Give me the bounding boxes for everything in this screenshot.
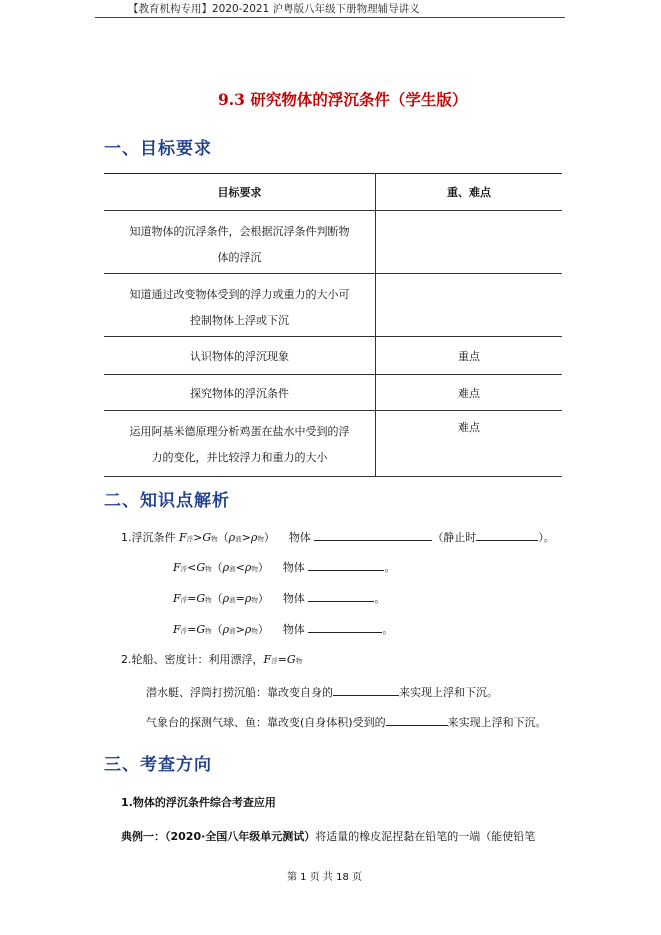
table-cell-goal <box>104 411 376 477</box>
symbol-density: ρ <box>228 531 236 544</box>
symbol-force: F <box>263 653 272 666</box>
table-row <box>104 375 562 411</box>
symbol-density: ρ <box>222 623 230 636</box>
period: 。 <box>384 561 396 574</box>
answer-blank[interactable] <box>476 528 538 541</box>
goal-line: 知道物体的沉浮条件，会根据沉浮条件判断物 <box>129 225 350 238</box>
goals-table <box>104 173 562 477</box>
table-row <box>104 211 562 274</box>
section-heading-exam: 三、考查方向 <box>104 755 212 775</box>
static-close: ）。 <box>538 531 555 544</box>
symbol-density: ρ <box>244 592 252 605</box>
goal-line: 知道通过改变物体受到的浮力或重力的大小可 <box>129 288 350 301</box>
example-one-line <box>121 828 535 844</box>
submarine-line <box>146 683 498 700</box>
object-word: 物体 <box>282 623 305 636</box>
symbol-weight: G <box>196 592 206 605</box>
symbol-density: ρ <box>250 531 258 544</box>
submarine-text: 潜水艇、浮筒打捞沉船：靠改变自身的 <box>146 686 333 699</box>
symbol-density: ρ <box>222 592 230 605</box>
subscript: 物 <box>257 535 264 543</box>
item-label: 1.浮沉条件 <box>121 531 176 544</box>
table-cell-goal <box>104 337 376 375</box>
symbol-density: ρ <box>222 561 230 574</box>
floating-condition-line-3: F浮=G物（ρ液=ρ物） 物体 。 <box>173 589 385 606</box>
table-cell-goal <box>104 274 376 337</box>
table-row <box>104 411 562 477</box>
period: 。 <box>382 623 394 636</box>
table-header-level: 重、难点 <box>376 174 563 211</box>
goal-line: 体的浮沉 <box>217 251 262 264</box>
answer-blank[interactable] <box>386 713 448 726</box>
operator: < <box>187 561 197 574</box>
static-open: （静止时 <box>432 531 477 544</box>
answer-blank[interactable] <box>314 528 432 541</box>
operator: > <box>235 623 245 636</box>
subscript: 物 <box>211 535 218 543</box>
subscript: 液 <box>229 627 236 635</box>
balloon-line <box>146 713 547 730</box>
section-heading-goals: 一、目标要求 <box>104 139 212 159</box>
example-label: 典例一： <box>121 830 165 843</box>
page-header: 【教育机构专用】2020-2021 沪粤版八年级下册物理辅导讲义 <box>128 3 420 15</box>
subscript: 液 <box>229 596 236 604</box>
example-source: （2020·全国八年级单元测试） <box>165 830 316 843</box>
subscript: 物 <box>295 657 303 665</box>
symbol-weight: G <box>196 561 206 574</box>
table-cell-level <box>376 274 563 337</box>
operator: = <box>187 592 197 605</box>
table-cell-level <box>376 211 563 274</box>
table-header-row <box>104 174 562 211</box>
goal-line: 运用阿基米德原理分析鸡蛋在盐水中受到的浮 <box>129 425 350 438</box>
operator: = <box>277 653 287 666</box>
example-text: 将适量的橡皮泥捏黏在铅笔的一端（能使铅笔 <box>315 830 536 843</box>
object-word: 物体 <box>288 531 311 544</box>
answer-blank[interactable] <box>308 620 382 633</box>
table-header-goals: 目标要求 <box>104 174 376 211</box>
exam-subheading: 1.物体的浮沉条件综合考查应用 <box>121 796 276 809</box>
subscript: 物 <box>205 627 212 635</box>
operator: = <box>187 623 197 636</box>
header-rule <box>95 17 565 18</box>
table-row <box>104 337 562 375</box>
page-footer: 第 1 页 共 18 页 <box>287 872 362 883</box>
subscript: 物 <box>205 565 212 573</box>
floating-condition-line-1: 1.浮沉条件 F浮>G物（ρ液>ρ物） 物体 （静止时 ）。 <box>121 528 555 545</box>
subscript: 液 <box>235 535 242 543</box>
floating-condition-line-4: F浮=G物（ρ液>ρ物） 物体 。 <box>173 620 393 637</box>
symbol-force: F <box>173 561 181 574</box>
symbol-weight: G <box>286 653 296 666</box>
operator: < <box>235 561 245 574</box>
symbol-force: F <box>179 531 187 544</box>
goal-line: 探究物体的浮沉条件 <box>190 386 289 400</box>
symbol-weight: G <box>196 623 206 636</box>
subscript: 液 <box>229 565 236 573</box>
operator: > <box>193 531 203 544</box>
goal-line: 控制物体上浮或下沉 <box>190 314 289 327</box>
period: 。 <box>374 592 386 605</box>
section-heading-knowledge: 二、知识点解析 <box>104 491 230 511</box>
table-cell-level: 重点 <box>376 337 563 375</box>
symbol-density: ρ <box>244 561 252 574</box>
floating-condition-line-2: F浮<G物（ρ液<ρ物） 物体 。 <box>173 558 395 575</box>
table-cell-goal <box>104 375 376 411</box>
table-cell-level: 难点 <box>376 375 563 411</box>
answer-blank[interactable] <box>308 589 374 602</box>
symbol-force: F <box>173 592 181 605</box>
subscript: 物 <box>251 627 258 635</box>
answer-blank[interactable] <box>308 558 384 571</box>
subscript: 浮 <box>186 535 194 543</box>
symbol-force: F <box>173 623 181 636</box>
operator: > <box>241 531 251 544</box>
subscript: 浮 <box>180 596 188 604</box>
item2-text: 2.轮船、密度计：利用漂浮， <box>121 653 264 666</box>
document-title: 9.3 研究物体的浮沉条件（学生版） <box>218 90 468 109</box>
goal-line: 力的变化，并比较浮力和重力的大小 <box>151 451 328 464</box>
operator: = <box>235 592 245 605</box>
balloon-text: 气象台的探测气球、鱼：靠改变(自身体积)受到的 <box>146 716 386 729</box>
subscript: 物 <box>205 596 212 604</box>
table-row <box>104 274 562 337</box>
goal-line: 认识物体的浮沉现象 <box>190 349 289 363</box>
subscript: 物 <box>251 596 258 604</box>
table-cell-goal <box>104 211 376 274</box>
table-cell-level: 难点 <box>376 411 563 477</box>
symbol-weight: G <box>202 531 212 544</box>
submarine-end: 来实现上浮和下沉。 <box>399 686 498 699</box>
symbol-density: ρ <box>244 623 252 636</box>
subscript: 浮 <box>180 565 188 573</box>
subscript: 浮 <box>180 627 188 635</box>
subscript: 物 <box>251 565 258 573</box>
subscript: 浮 <box>271 657 278 665</box>
object-word: 物体 <box>282 592 305 605</box>
balloon-end: 来实现上浮和下沉。 <box>447 716 547 729</box>
object-word: 物体 <box>282 561 305 574</box>
answer-blank[interactable] <box>333 683 399 696</box>
ship-hydrometer-line <box>121 651 302 667</box>
